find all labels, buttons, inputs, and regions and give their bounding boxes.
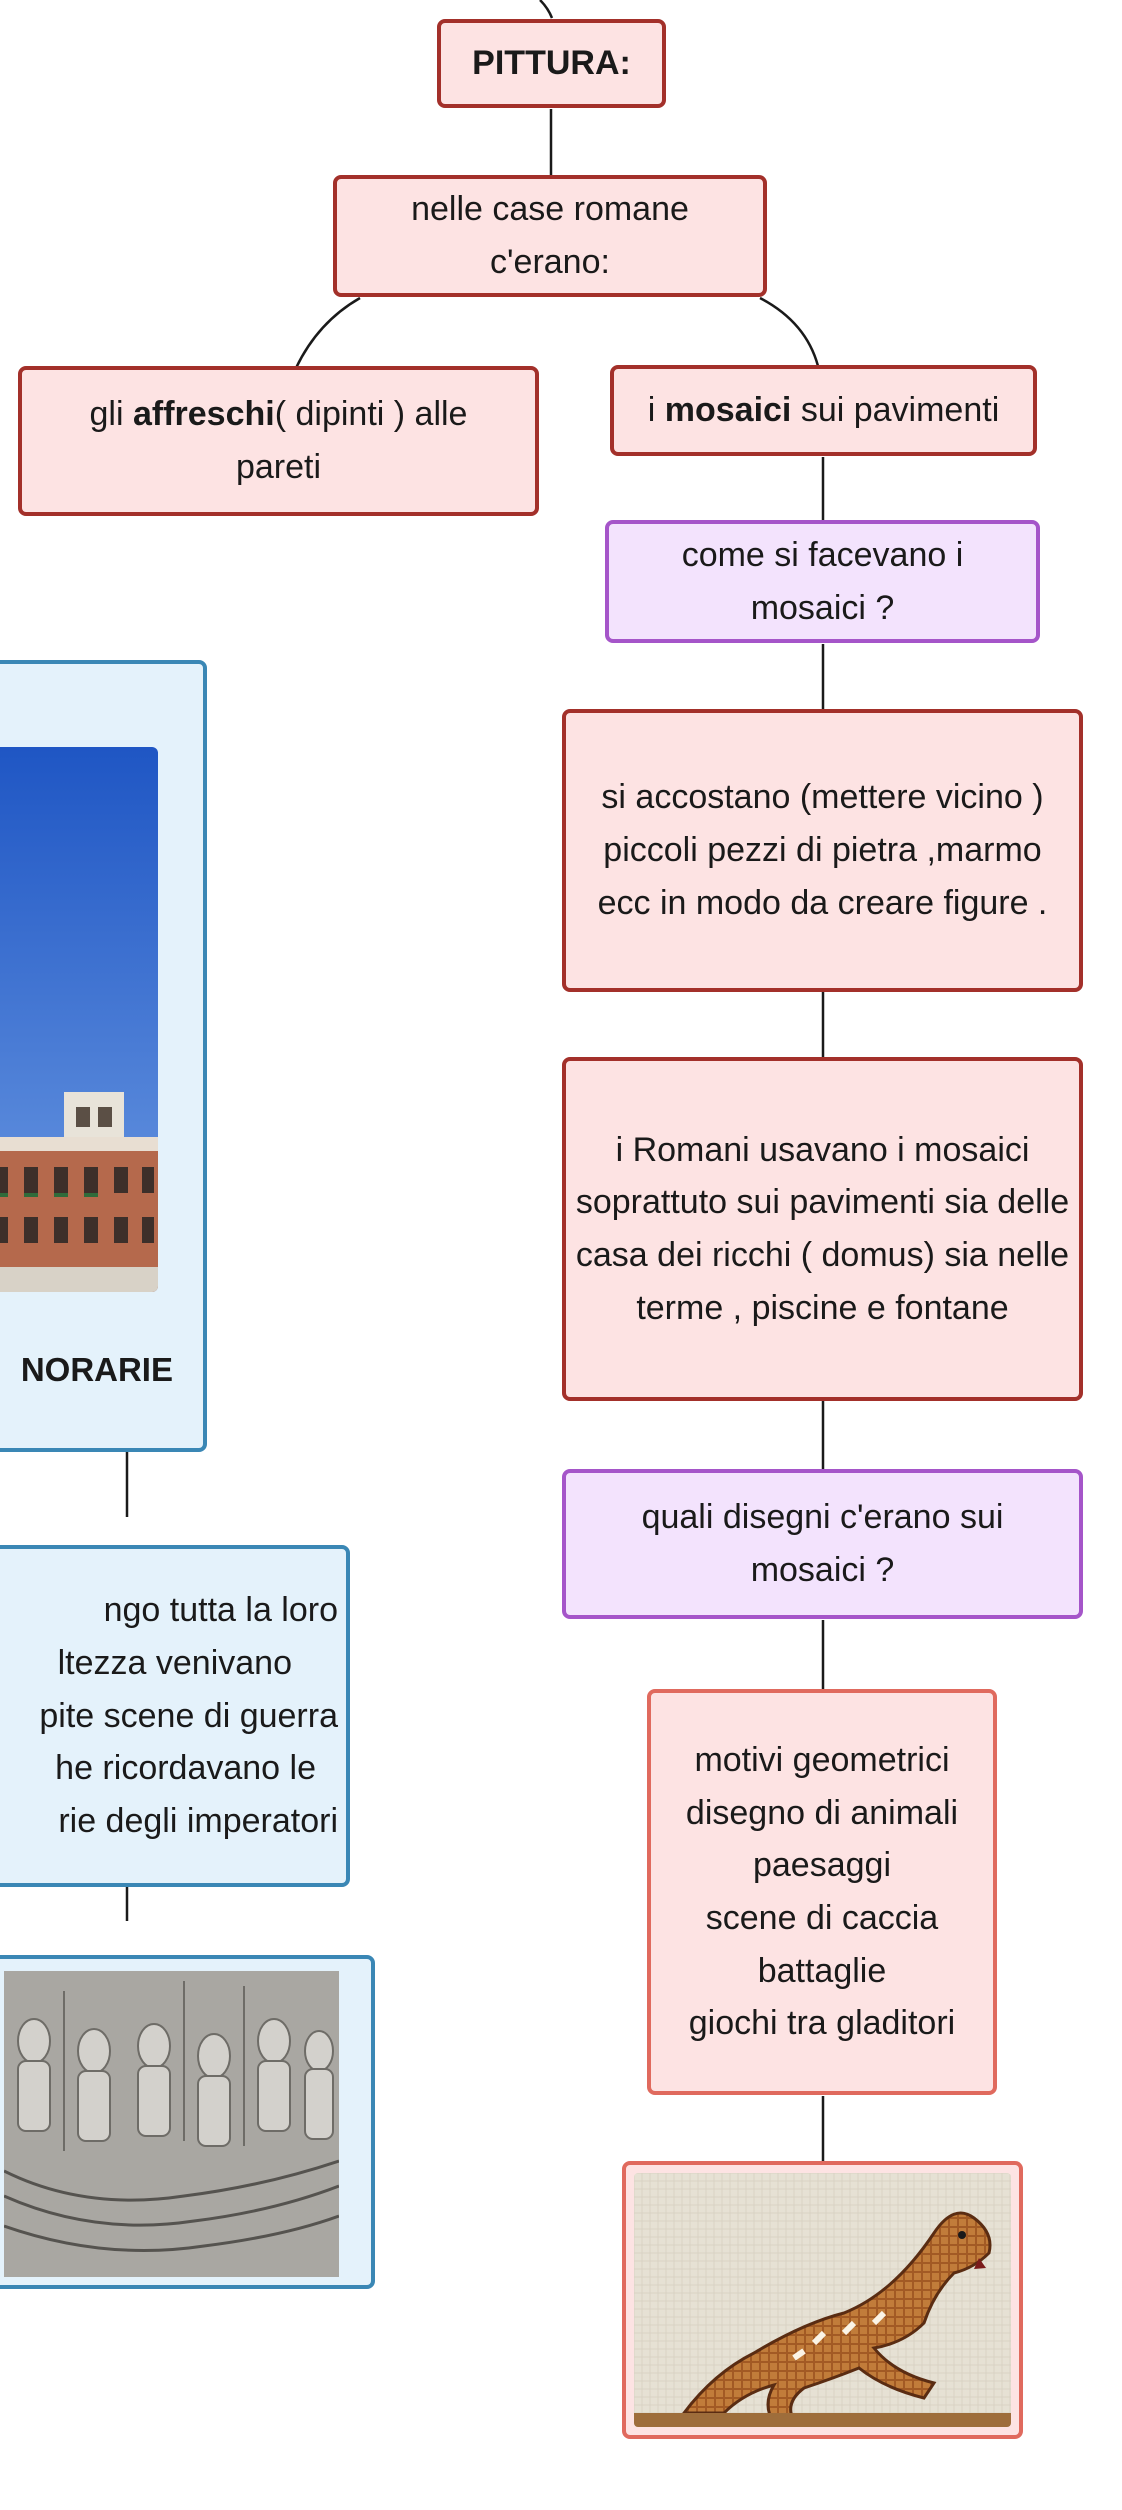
accostano-text: si accostano (mettere vicino ) piccoli pezzi di pietra ,marmo ecc in modo da creare figure . — [597, 778, 1048, 922]
romani-usavano-node[interactable] — [562, 1057, 1083, 1401]
mosaici-suffix: sui pavimenti — [791, 391, 1000, 430]
affreschi-bold: affreschi — [132, 395, 275, 434]
motivi-item: giochi tra gladitori — [688, 2004, 956, 2043]
building-photo — [0, 747, 158, 1292]
case-romane-text: nelle case romane c'erano: — [411, 190, 689, 281]
mosaici-text — [648, 384, 1000, 437]
mosaic-photo — [634, 2173, 1011, 2427]
motivi-item: disegno di animali — [685, 1793, 959, 1832]
quali-disegni-text: quali disegni c'erano sui mosaici ? — [641, 1498, 1004, 1589]
come-si-facevano-node[interactable] — [605, 520, 1040, 643]
connector-case-affreschi — [296, 298, 360, 368]
case-romane-node[interactable] — [333, 175, 767, 297]
relief-image-node[interactable] — [0, 1955, 375, 2289]
relief-photo — [4, 1971, 339, 2277]
quali-disegni-node[interactable] — [562, 1469, 1083, 1619]
come-si-facevano-text: come si facevano i mosaici ? — [681, 535, 964, 627]
affreschi-node[interactable] — [18, 366, 539, 516]
connector-top — [540, 0, 552, 18]
motivi-item: scene di caccia — [705, 1899, 939, 1937]
scene-text-line: pite scene di guerra — [39, 1696, 338, 1735]
romani-usavano-text: i Romani usavano i mosaici soprattuto sui pavimenti sia delle casa dei ricchi ( domus) sia nelle terme , piscine e fontane — [575, 1130, 1070, 1327]
mosaici-bold: mosaici — [664, 391, 792, 430]
scene-text-line: he ricordavano le — [55, 1749, 316, 1788]
accostano-node[interactable] — [562, 709, 1083, 992]
pittura-title: PITTURA: — [472, 44, 631, 83]
scene-guerra-node[interactable] — [0, 1545, 350, 1887]
motivi-item: battaglie — [757, 1951, 887, 1990]
motivi-item: paesaggi — [752, 1846, 891, 1885]
affreschi-suffix: ( dipinti ) alle pareti — [235, 395, 468, 486]
pittura-title-node[interactable] — [437, 19, 666, 108]
scene-text-line: rie degli imperatori — [58, 1802, 338, 1841]
colonne-node[interactable] — [0, 660, 207, 1452]
scene-text-line: ngo tutta la loro — [103, 1591, 338, 1630]
colonne-title: NORARIE — [20, 1351, 173, 1388]
motivi-item: motivi geometrici — [694, 1740, 950, 1779]
mosaic-image-node[interactable] — [622, 2161, 1023, 2439]
mosaici-prefix: i — [647, 391, 665, 430]
affreschi-text — [44, 388, 514, 493]
motivi-node[interactable] — [647, 1689, 997, 2095]
connector-case-mosaici — [760, 298, 818, 366]
scene-text-line: ltezza venivano — [57, 1643, 292, 1682]
affreschi-prefix: gli — [89, 395, 133, 434]
mosaici-node[interactable] — [610, 365, 1037, 456]
